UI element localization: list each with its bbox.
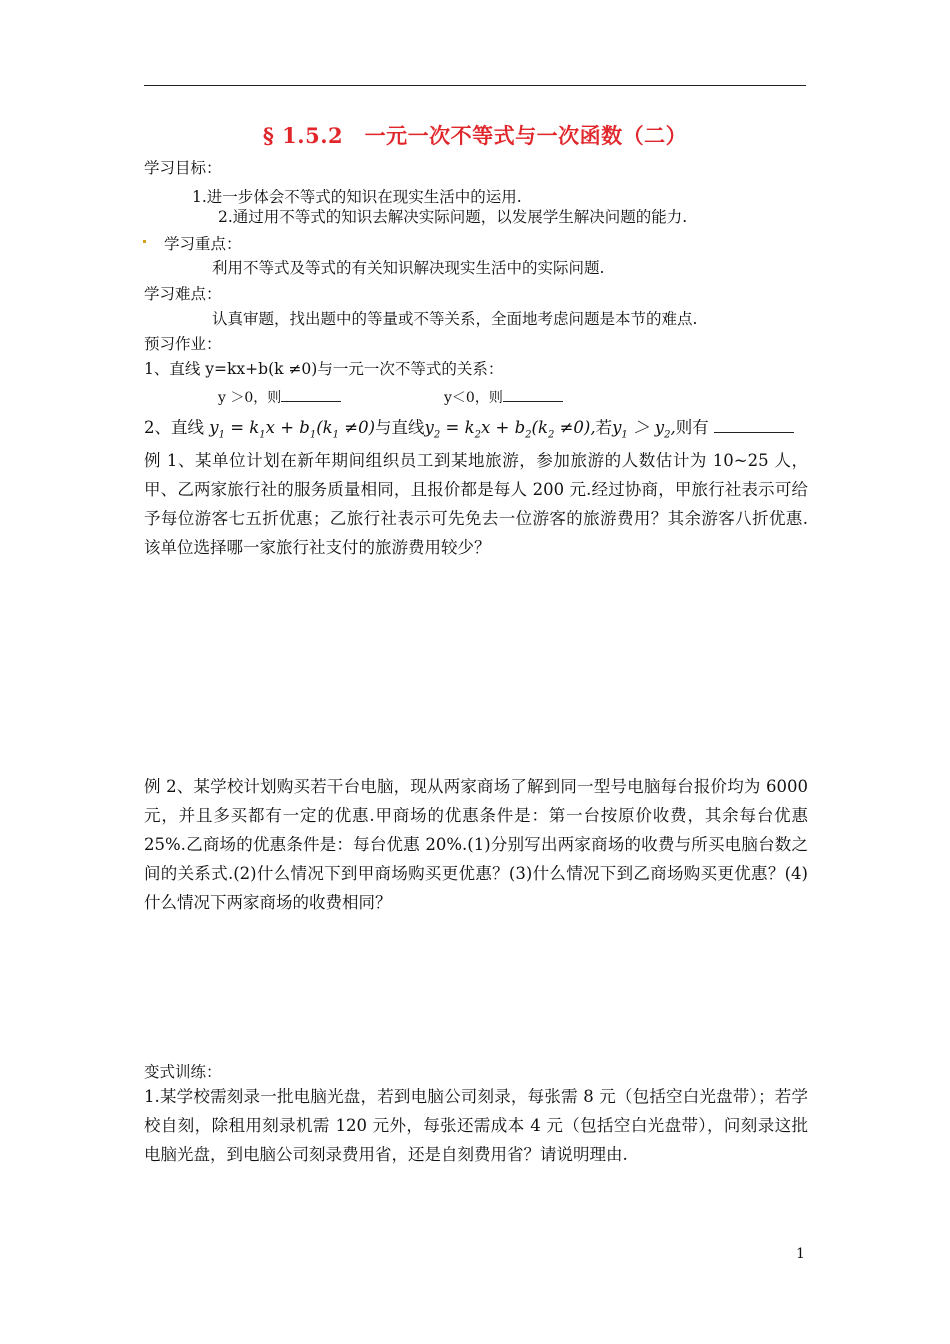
answer-blank[interactable]: [281, 387, 341, 402]
objective-item-1: 1.进一步体会不等式的知识在现实生活中的运用.: [192, 188, 522, 206]
example-2: 例 2、某学校计划购买若干台电脑，现从两家商场了解到同一型号电脑每台报价均为 6000 元，并且多买都有一定的优惠.甲商场的优惠条件是：第一台按原价收费，其余每台优惠 25%.乙商场的优惠条件是：每台优惠 20%.(1)分别写出两家商场的收费与所买电脑台数之间的关系式.(2)什么情况下到甲商场购买更优惠？(3)什么情况下到乙商场购买更优惠？(4)什么情况下两家商场的收费相同？: [144, 777, 808, 912]
header-rule: [144, 85, 806, 86]
page-title: § 1.5.2 一元一次不等式与一次函数（二）: [262, 123, 688, 148]
variant-exercise-1: 1.某学校需刻录一批电脑光盘，若到电脑公司刻录，每张需 8 元（包括空白光盘带）；若学校自刻，除租用刻录机需 120 元外，每张还需成本 4 元（包括空白光盘带），问刻录这批电脑光盘，到电脑公司刻录费用省，还是自刻费用省？请说明理由.: [144, 1087, 808, 1164]
answer-blank[interactable]: [714, 418, 794, 433]
objective-item-2: 2.通过用不等式的知识去解决实际问题，以发展学生解决问题的能力.: [218, 208, 688, 226]
difficulties-heading: 学习难点：: [144, 285, 222, 303]
preview-heading: 预习作业：: [144, 335, 222, 353]
q2-mid: 与直线: [375, 418, 425, 437]
q1-case-a-label: y ＞0，则: [218, 390, 282, 406]
q1-case-b-label: y＜0，则: [444, 390, 503, 406]
equation-1: $y_1 = k_1x + b_1(k_1 \ne 0)$: [209, 418, 376, 441]
keypoints-text: 利用不等式及等式的有关知识解决现实生活中的实际问题.: [212, 259, 605, 277]
difficulties-text: 认真审题，找出题中的等量或不等关系，全面地考虑问题是本节的难点.: [212, 310, 698, 328]
preview-q1-case-a: [218, 387, 341, 408]
q2-prefix: 2、直线: [144, 418, 204, 437]
page-number: 1: [796, 1246, 805, 1262]
preview-question-1: 1、直线 y=kx+b(k ≠0)与一元一次不等式的关系：: [144, 360, 504, 378]
preview-question-2: [144, 418, 794, 445]
answer-blank[interactable]: [503, 387, 563, 402]
q2-then: 则有: [675, 418, 709, 437]
preview-q1-case-b: [444, 387, 563, 408]
variant-heading: 变式训练：: [144, 1063, 222, 1081]
example-1: 例 1、某单位计划在新年期间组织员工到某地旅游，参加旅游的人数估计为 10~25 人，甲、乙两家旅行社的服务质量相同，且报价都是每人 200 元.经过协商，甲旅行社表示可给予每位游客七五折优惠；乙旅行社表示可先免去一位游客的旅游费用？其余游客八折优惠.该单位选择哪一家旅行社支付的旅游费用较少？: [144, 451, 808, 557]
objectives-heading: 学习目标：: [144, 159, 222, 177]
marker-dot: [143, 240, 146, 243]
keypoints-heading: 学习重点：: [164, 235, 242, 253]
condition: $y_1 > y_2$,: [612, 418, 676, 441]
equation-2: $y_2 = k_2x + b_2(k_2 \ne 0)$,: [424, 418, 596, 441]
q2-if: 若: [595, 418, 613, 437]
